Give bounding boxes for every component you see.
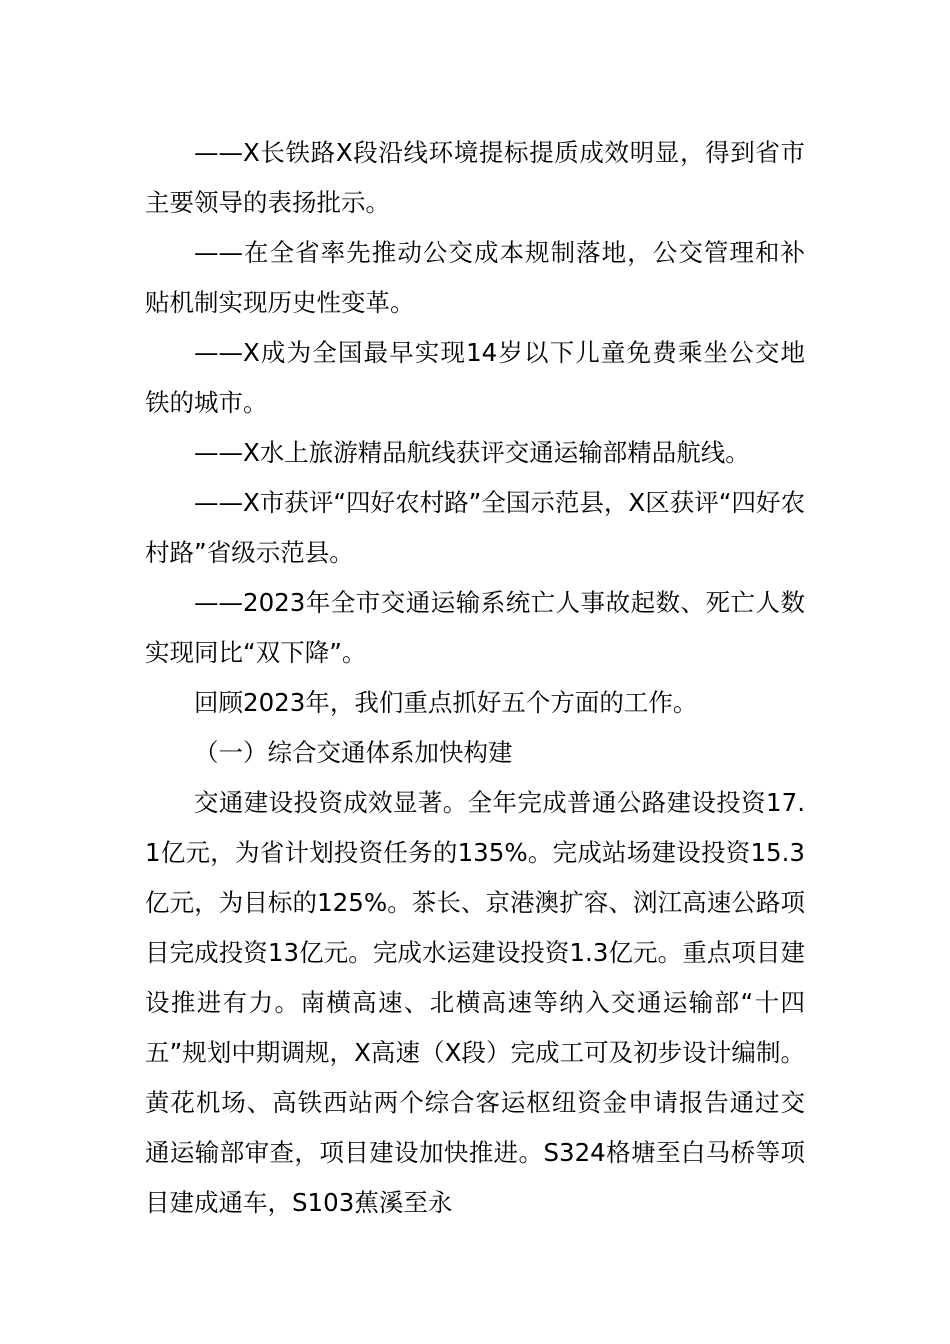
investment-paragraph: 交通建设投资成效显著。全年完成普通公路建设投资17.1亿元，为省计划投资任务的135%。完成站场建设投资15.3亿元，为目标的125%。茶长、京港澳扩容、浏江高速公路项目完成投资13亿元。完成水运建设投资1.3亿元。重点项目建设推进有力。南横高速、北横高速等纳入交通运输部“十四五”规划中期调规，X高速（X段）完成工可及初步设计编制。黄花机场、高铁西站两个综合客运枢纽资金申请报告通过交通运输部审查，项目建设加快推进。S324格塘至白马桥等项目建成通车，S103蕉溪至永 (145, 788, 805, 1217)
section-heading: （一）综合交通体系加快构建 (194, 738, 513, 767)
bullet-paragraph-water-tourism: ——X水上旅游精品航线获评交通运输部精品航线。 (194, 438, 750, 467)
bullet-paragraph-railway: ——X长铁路X段沿线环境提标提质成效明显，得到省市主要领导的表扬批示。 (145, 138, 805, 217)
review-paragraph: 回顾2023年，我们重点抓好五个方面的工作。 (194, 688, 698, 717)
bullet-paragraph-bus-cost: ——在全省率先推动公交成本规制落地，公交管理和补贴机制实现历史性变革。 (145, 238, 805, 317)
document-body (145, 128, 805, 1228)
bullet-paragraph-free-transit: ——X成为全国最早实现14岁以下儿童免费乘坐公交地铁的城市。 (145, 338, 805, 417)
bullet-paragraph-safety: ——2023年全市交通运输系统亡人事故起数、死亡人数实现同比“双下降”。 (145, 588, 805, 667)
bullet-paragraph-rural-roads: ——X市获评“四好农村路”全国示范县，X区获评“四好农村路”省级示范县。 (145, 488, 805, 567)
